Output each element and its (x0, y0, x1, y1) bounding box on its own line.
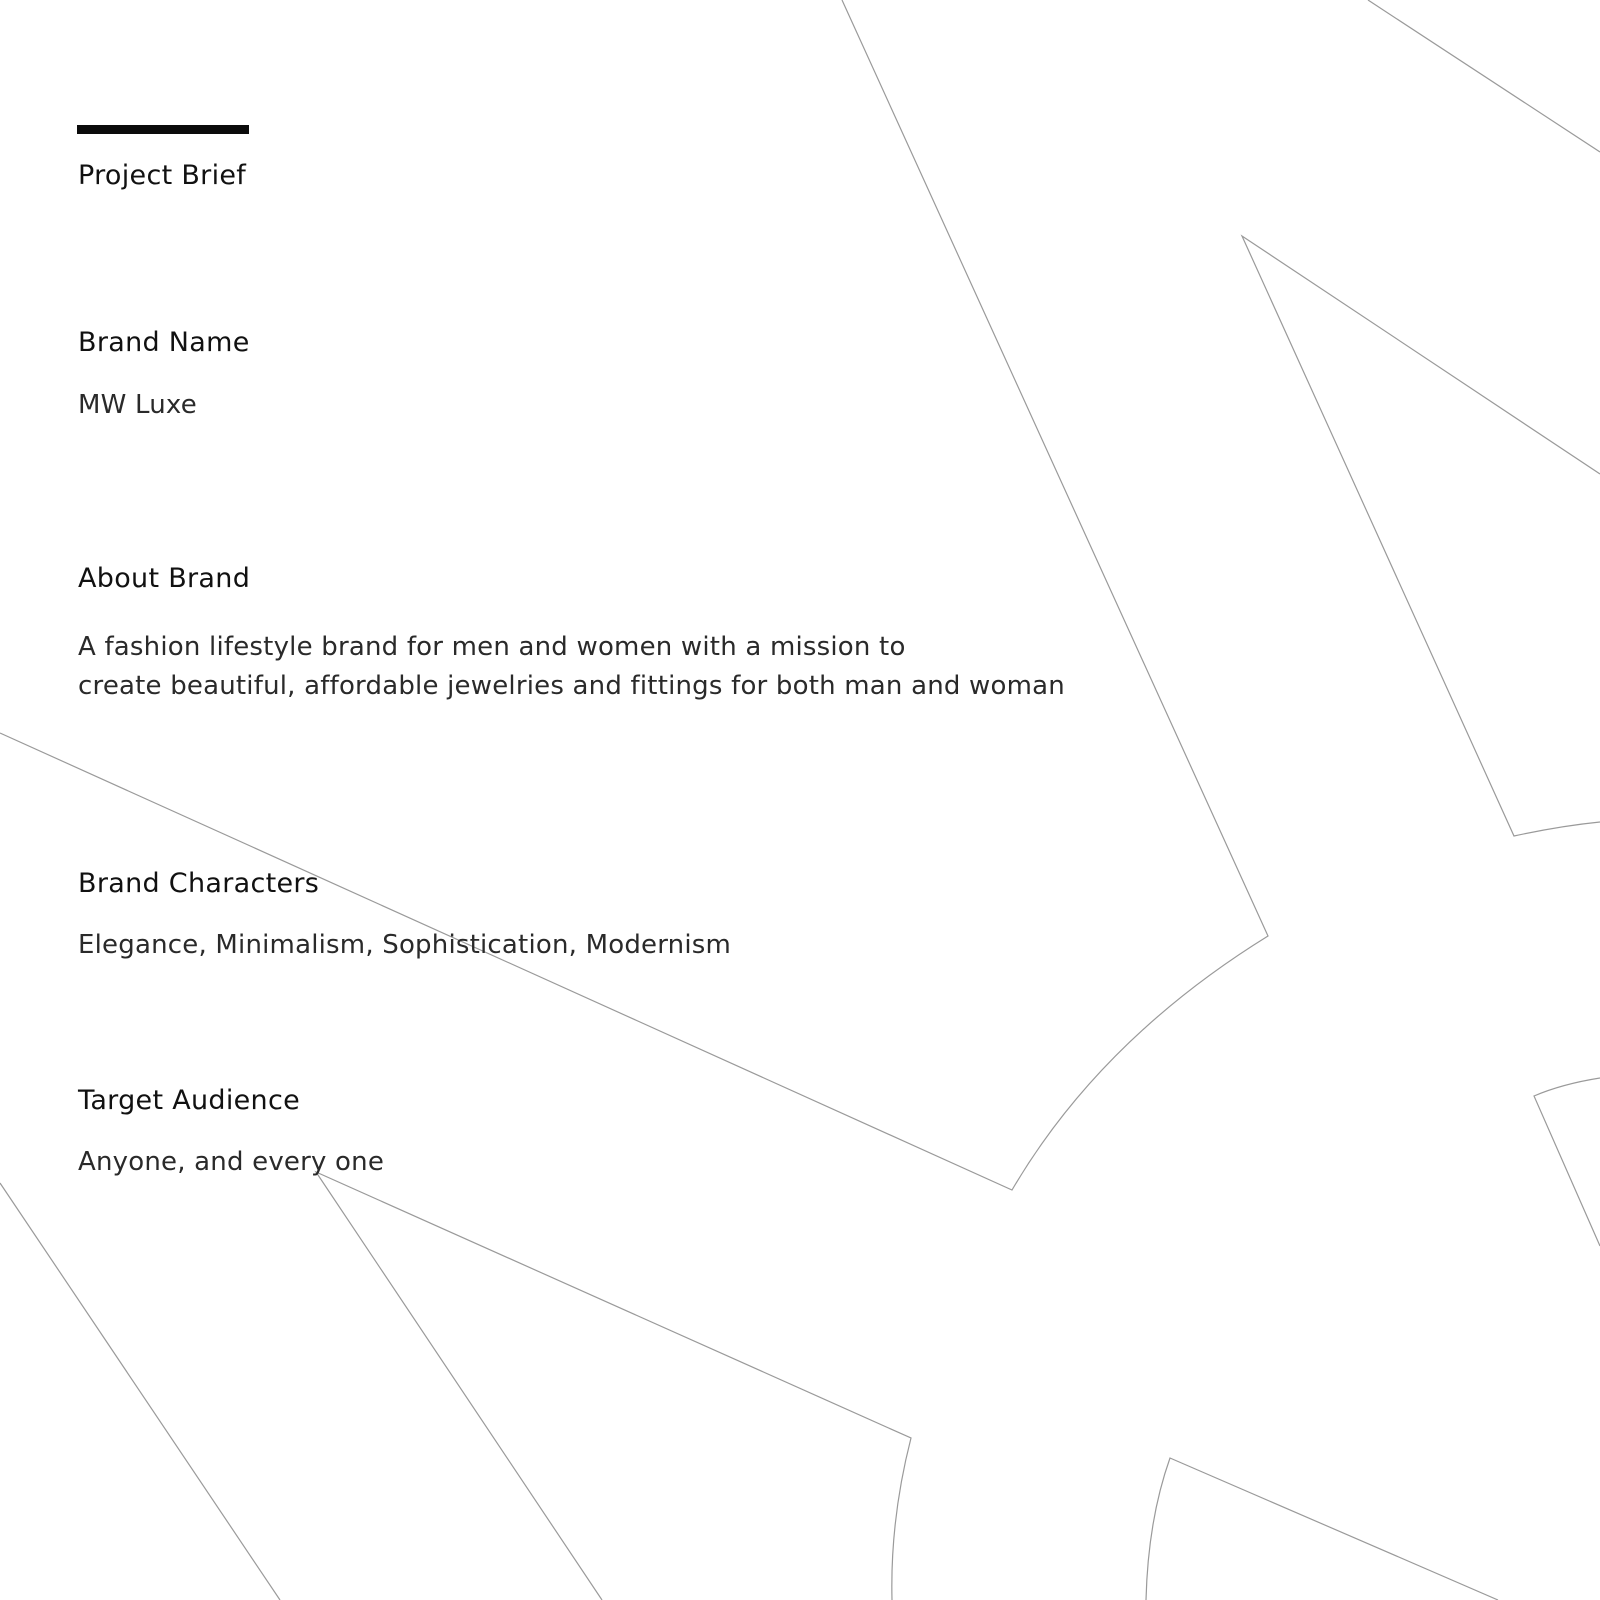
brand-name-value: MW Luxe (78, 390, 197, 420)
about-brand-heading: About Brand (78, 563, 251, 594)
about-brand-line-2: create beautiful, affordable jewelries and fittings for both man and woman (78, 671, 1065, 701)
brand-name-heading: Brand Name (78, 327, 250, 358)
about-brand-description (78, 628, 1065, 706)
target-audience-value: Anyone, and every one (78, 1147, 385, 1177)
page-title: Project Brief (78, 160, 247, 191)
target-audience-heading: Target Audience (78, 1085, 301, 1116)
brand-characters-heading: Brand Characters (78, 868, 320, 899)
about-brand-line-1: A fashion lifestyle brand for men and women with a mission to (78, 632, 906, 662)
accent-bar (77, 125, 249, 134)
brand-characters-value: Elegance, Minimalism, Sophistication, Modernism (78, 930, 732, 960)
